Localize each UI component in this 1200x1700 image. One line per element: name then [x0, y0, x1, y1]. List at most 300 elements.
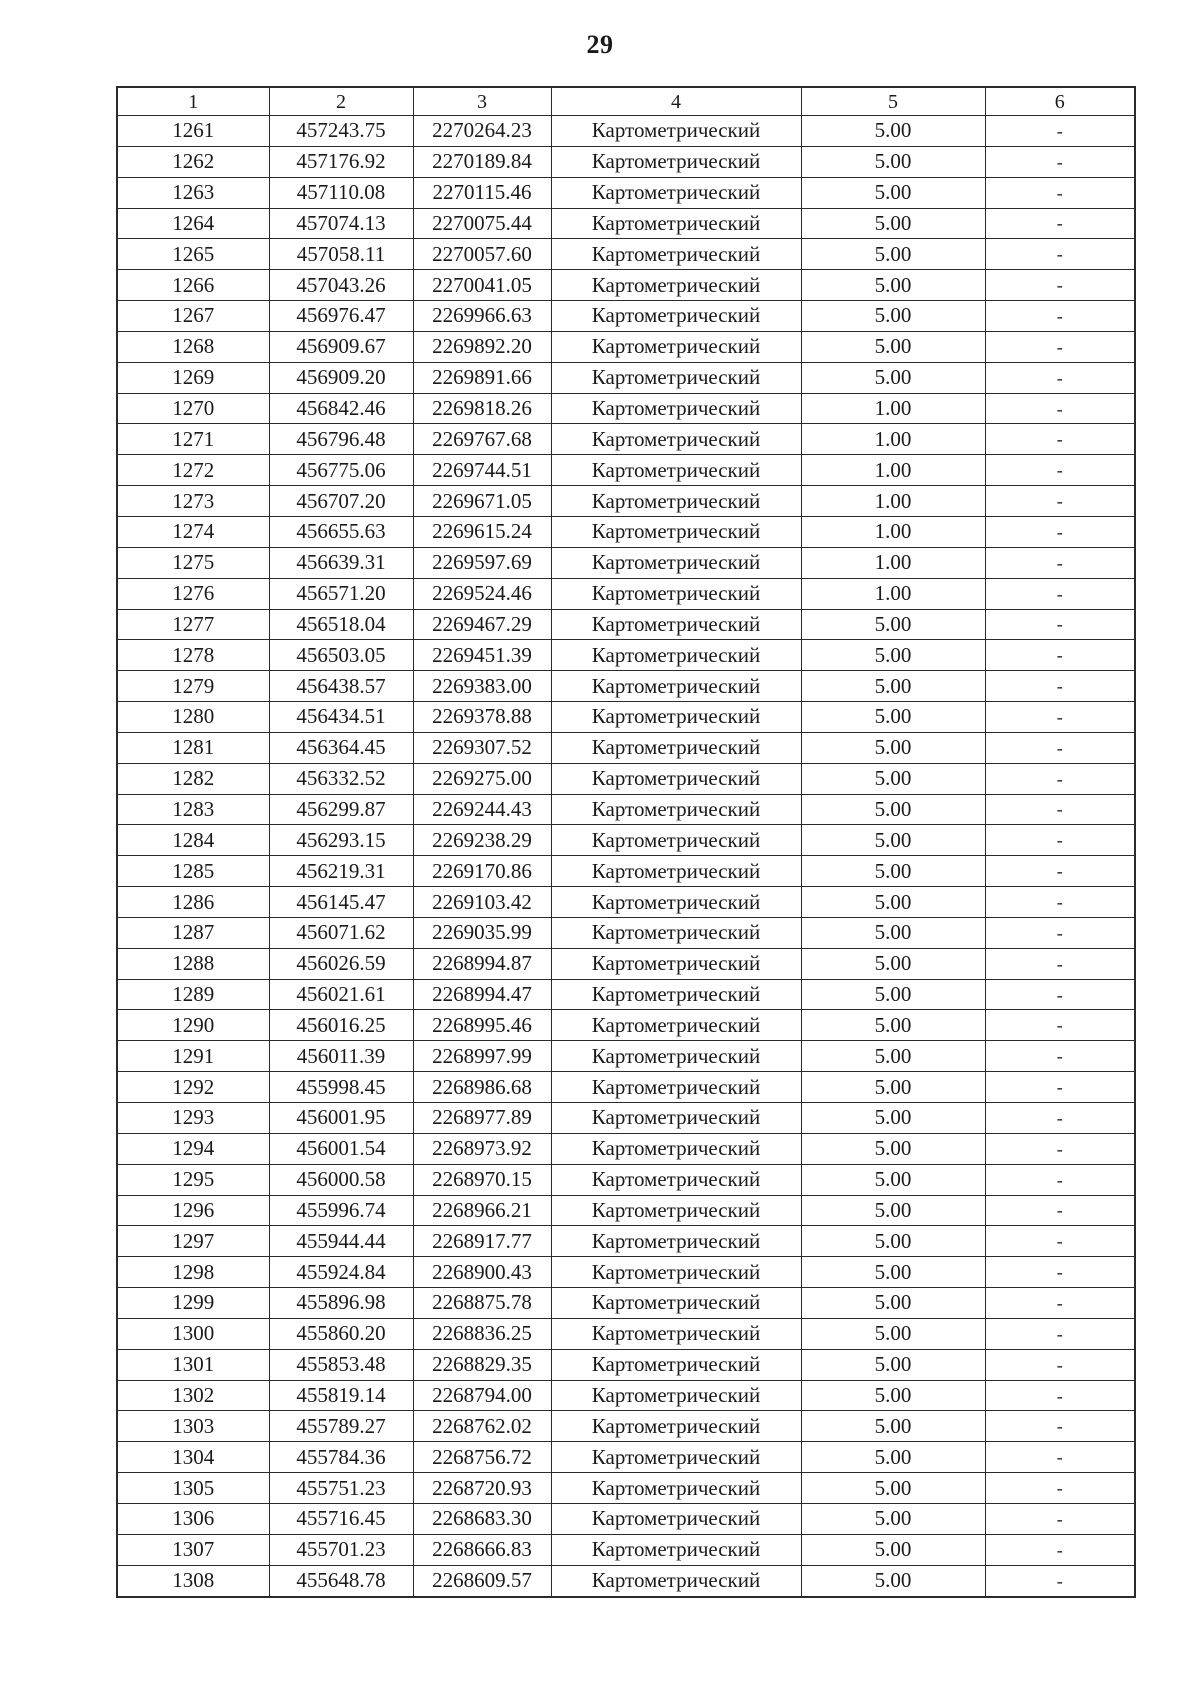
- method-cell: Картометрический: [551, 732, 801, 763]
- table-row: [117, 1103, 1135, 1134]
- y-coordinate-cell: 2268720.93: [413, 1473, 551, 1504]
- y-coordinate-cell: 2268970.15: [413, 1164, 551, 1195]
- accuracy-cell: 1.00: [801, 547, 985, 578]
- x-coordinate-cell: 455896.98: [269, 1288, 413, 1319]
- column-header-6: 6: [985, 87, 1135, 116]
- column-header-1: 1: [117, 87, 269, 116]
- y-coordinate-cell: 2269378.88: [413, 702, 551, 733]
- x-coordinate-cell: 457074.13: [269, 208, 413, 239]
- x-coordinate-cell: 457176.92: [269, 146, 413, 177]
- table-header-row: [117, 87, 1135, 116]
- method-cell: Картометрический: [551, 1041, 801, 1072]
- method-cell: Картометрический: [551, 1103, 801, 1134]
- x-coordinate-cell: 456299.87: [269, 794, 413, 825]
- method-cell: Картометрический: [551, 1072, 801, 1103]
- y-coordinate-cell: 2268836.25: [413, 1318, 551, 1349]
- table-row: [117, 1257, 1135, 1288]
- point-number-cell: 1265: [117, 239, 269, 270]
- x-coordinate-cell: 456364.45: [269, 732, 413, 763]
- x-coordinate-cell: 456293.15: [269, 825, 413, 856]
- accuracy-cell: 5.00: [801, 1534, 985, 1565]
- accuracy-cell: 1.00: [801, 516, 985, 547]
- table-row: [117, 1503, 1135, 1534]
- table-row: [117, 763, 1135, 794]
- method-cell: Картометрический: [551, 516, 801, 547]
- note-cell: -: [985, 1318, 1135, 1349]
- method-cell: Картометрический: [551, 1195, 801, 1226]
- x-coordinate-cell: 456071.62: [269, 917, 413, 948]
- note-cell: -: [985, 1473, 1135, 1504]
- table-row: [117, 1442, 1135, 1473]
- table-row: [117, 671, 1135, 702]
- x-coordinate-cell: 455751.23: [269, 1473, 413, 1504]
- table-row: [117, 609, 1135, 640]
- method-cell: Картометрический: [551, 270, 801, 301]
- accuracy-cell: 5.00: [801, 948, 985, 979]
- x-coordinate-cell: 457243.75: [269, 116, 413, 147]
- page-number: 29: [586, 30, 614, 59]
- y-coordinate-cell: 2268683.30: [413, 1503, 551, 1534]
- x-coordinate-cell: 455701.23: [269, 1534, 413, 1565]
- x-coordinate-cell: 456909.20: [269, 362, 413, 393]
- y-coordinate-cell: 2268995.46: [413, 1010, 551, 1041]
- x-coordinate-cell: 455860.20: [269, 1318, 413, 1349]
- accuracy-cell: 5.00: [801, 671, 985, 702]
- method-cell: Картометрический: [551, 794, 801, 825]
- method-cell: Картометрический: [551, 979, 801, 1010]
- note-cell: -: [985, 671, 1135, 702]
- note-cell: -: [985, 516, 1135, 547]
- x-coordinate-cell: 456438.57: [269, 671, 413, 702]
- x-coordinate-cell: 456145.47: [269, 887, 413, 918]
- table-row: [117, 1349, 1135, 1380]
- y-coordinate-cell: 2269615.24: [413, 516, 551, 547]
- method-cell: Картометрический: [551, 1288, 801, 1319]
- point-number-cell: 1269: [117, 362, 269, 393]
- y-coordinate-cell: 2269767.68: [413, 424, 551, 455]
- method-cell: Картометрический: [551, 1411, 801, 1442]
- y-coordinate-cell: 2268994.47: [413, 979, 551, 1010]
- column-header-3: 3: [413, 87, 551, 116]
- method-cell: Картометрический: [551, 239, 801, 270]
- method-cell: Картометрический: [551, 1257, 801, 1288]
- point-number-cell: 1285: [117, 856, 269, 887]
- note-cell: -: [985, 578, 1135, 609]
- note-cell: -: [985, 455, 1135, 486]
- note-cell: -: [985, 301, 1135, 332]
- table-row: [117, 547, 1135, 578]
- method-cell: Картометрический: [551, 1473, 801, 1504]
- y-coordinate-cell: 2269451.39: [413, 640, 551, 671]
- point-number-cell: 1286: [117, 887, 269, 918]
- accuracy-cell: 5.00: [801, 1411, 985, 1442]
- x-coordinate-cell: 457110.08: [269, 177, 413, 208]
- y-coordinate-cell: 2268994.87: [413, 948, 551, 979]
- method-cell: Картометрический: [551, 116, 801, 147]
- note-cell: -: [985, 948, 1135, 979]
- accuracy-cell: 5.00: [801, 1257, 985, 1288]
- y-coordinate-cell: 2270189.84: [413, 146, 551, 177]
- method-cell: Картометрический: [551, 1133, 801, 1164]
- accuracy-cell: 5.00: [801, 1473, 985, 1504]
- note-cell: -: [985, 239, 1135, 270]
- point-number-cell: 1294: [117, 1133, 269, 1164]
- point-number-cell: 1268: [117, 331, 269, 362]
- note-cell: -: [985, 702, 1135, 733]
- accuracy-cell: 5.00: [801, 1565, 985, 1596]
- note-cell: -: [985, 1288, 1135, 1319]
- note-cell: -: [985, 486, 1135, 517]
- table-row: [117, 1195, 1135, 1226]
- column-header-2: 2: [269, 87, 413, 116]
- method-cell: Картометрический: [551, 208, 801, 239]
- note-cell: -: [985, 1226, 1135, 1257]
- x-coordinate-cell: 455853.48: [269, 1349, 413, 1380]
- note-cell: -: [985, 547, 1135, 578]
- point-number-cell: 1298: [117, 1257, 269, 1288]
- accuracy-cell: 5.00: [801, 856, 985, 887]
- method-cell: Картометрический: [551, 1503, 801, 1534]
- point-number-cell: 1293: [117, 1103, 269, 1134]
- point-number-cell: 1281: [117, 732, 269, 763]
- method-cell: Картометрический: [551, 1349, 801, 1380]
- x-coordinate-cell: 455784.36: [269, 1442, 413, 1473]
- point-number-cell: 1261: [117, 116, 269, 147]
- y-coordinate-cell: 2269244.43: [413, 794, 551, 825]
- x-coordinate-cell: 457058.11: [269, 239, 413, 270]
- point-number-cell: 1288: [117, 948, 269, 979]
- table-row: [117, 825, 1135, 856]
- note-cell: -: [985, 1010, 1135, 1041]
- accuracy-cell: 1.00: [801, 393, 985, 424]
- accuracy-cell: 5.00: [801, 979, 985, 1010]
- note-cell: -: [985, 1534, 1135, 1565]
- accuracy-cell: 5.00: [801, 794, 985, 825]
- table-row: [117, 1318, 1135, 1349]
- note-cell: -: [985, 1133, 1135, 1164]
- note-cell: -: [985, 362, 1135, 393]
- table-row: [117, 146, 1135, 177]
- table-row: [117, 301, 1135, 332]
- y-coordinate-cell: 2268977.89: [413, 1103, 551, 1134]
- point-number-cell: 1307: [117, 1534, 269, 1565]
- note-cell: -: [985, 609, 1135, 640]
- note-cell: -: [985, 146, 1135, 177]
- y-coordinate-cell: 2269818.26: [413, 393, 551, 424]
- point-number-cell: 1302: [117, 1380, 269, 1411]
- accuracy-cell: 5.00: [801, 362, 985, 393]
- accuracy-cell: 5.00: [801, 640, 985, 671]
- point-number-cell: 1296: [117, 1195, 269, 1226]
- note-cell: -: [985, 794, 1135, 825]
- method-cell: Картометрический: [551, 424, 801, 455]
- accuracy-cell: 5.00: [801, 1103, 985, 1134]
- accuracy-cell: 5.00: [801, 1349, 985, 1380]
- table-row: [117, 1380, 1135, 1411]
- y-coordinate-cell: 2269744.51: [413, 455, 551, 486]
- method-cell: Картометрический: [551, 702, 801, 733]
- note-cell: -: [985, 825, 1135, 856]
- point-number-cell: 1295: [117, 1164, 269, 1195]
- y-coordinate-cell: 2269891.66: [413, 362, 551, 393]
- table-row: [117, 640, 1135, 671]
- note-cell: -: [985, 917, 1135, 948]
- point-number-cell: 1290: [117, 1010, 269, 1041]
- table-row: [117, 732, 1135, 763]
- note-cell: -: [985, 424, 1135, 455]
- coordinates-table: [116, 86, 1136, 1598]
- accuracy-cell: 5.00: [801, 917, 985, 948]
- method-cell: Картометрический: [551, 1442, 801, 1473]
- point-number-cell: 1282: [117, 763, 269, 794]
- point-number-cell: 1266: [117, 270, 269, 301]
- x-coordinate-cell: 455924.84: [269, 1257, 413, 1288]
- accuracy-cell: 5.00: [801, 763, 985, 794]
- table-row: [117, 794, 1135, 825]
- method-cell: Картометрический: [551, 640, 801, 671]
- method-cell: Картометрический: [551, 1010, 801, 1041]
- table-row: [117, 362, 1135, 393]
- accuracy-cell: 5.00: [801, 702, 985, 733]
- note-cell: -: [985, 640, 1135, 671]
- table-row: [117, 486, 1135, 517]
- note-cell: -: [985, 270, 1135, 301]
- table-row: [117, 917, 1135, 948]
- point-number-cell: 1300: [117, 1318, 269, 1349]
- y-coordinate-cell: 2268875.78: [413, 1288, 551, 1319]
- table-row: [117, 116, 1135, 147]
- note-cell: -: [985, 331, 1135, 362]
- x-coordinate-cell: 456016.25: [269, 1010, 413, 1041]
- table-row: [117, 393, 1135, 424]
- point-number-cell: 1306: [117, 1503, 269, 1534]
- accuracy-cell: 5.00: [801, 208, 985, 239]
- accuracy-cell: 5.00: [801, 301, 985, 332]
- point-number-cell: 1299: [117, 1288, 269, 1319]
- accuracy-cell: 5.00: [801, 331, 985, 362]
- method-cell: Картометрический: [551, 177, 801, 208]
- table-row: [117, 856, 1135, 887]
- table-row: [117, 1534, 1135, 1565]
- accuracy-cell: 1.00: [801, 486, 985, 517]
- table-row: [117, 1288, 1135, 1319]
- method-cell: Картометрический: [551, 887, 801, 918]
- y-coordinate-cell: 2269966.63: [413, 301, 551, 332]
- point-number-cell: 1292: [117, 1072, 269, 1103]
- point-number-cell: 1262: [117, 146, 269, 177]
- table-row: [117, 208, 1135, 239]
- y-coordinate-cell: 2268973.92: [413, 1133, 551, 1164]
- accuracy-cell: 5.00: [801, 825, 985, 856]
- note-cell: -: [985, 1565, 1135, 1596]
- point-number-cell: 1270: [117, 393, 269, 424]
- y-coordinate-cell: 2270057.60: [413, 239, 551, 270]
- x-coordinate-cell: 456909.67: [269, 331, 413, 362]
- table-row: [117, 1041, 1135, 1072]
- note-cell: -: [985, 979, 1135, 1010]
- y-coordinate-cell: 2268609.57: [413, 1565, 551, 1596]
- accuracy-cell: 5.00: [801, 1041, 985, 1072]
- accuracy-cell: 5.00: [801, 887, 985, 918]
- y-coordinate-cell: 2268986.68: [413, 1072, 551, 1103]
- point-number-cell: 1272: [117, 455, 269, 486]
- x-coordinate-cell: 455944.44: [269, 1226, 413, 1257]
- accuracy-cell: 5.00: [801, 1288, 985, 1319]
- note-cell: -: [985, 1411, 1135, 1442]
- point-number-cell: 1287: [117, 917, 269, 948]
- point-number-cell: 1284: [117, 825, 269, 856]
- method-cell: Картометрический: [551, 146, 801, 177]
- y-coordinate-cell: 2268900.43: [413, 1257, 551, 1288]
- point-number-cell: 1291: [117, 1041, 269, 1072]
- method-cell: Картометрический: [551, 362, 801, 393]
- point-number-cell: 1267: [117, 301, 269, 332]
- accuracy-cell: 5.00: [801, 1164, 985, 1195]
- accuracy-cell: 5.00: [801, 239, 985, 270]
- note-cell: -: [985, 732, 1135, 763]
- point-number-cell: 1271: [117, 424, 269, 455]
- y-coordinate-cell: 2268756.72: [413, 1442, 551, 1473]
- point-number-cell: 1278: [117, 640, 269, 671]
- method-cell: Картометрический: [551, 393, 801, 424]
- note-cell: -: [985, 887, 1135, 918]
- x-coordinate-cell: 456011.39: [269, 1041, 413, 1072]
- table-row: [117, 424, 1135, 455]
- y-coordinate-cell: 2269467.29: [413, 609, 551, 640]
- accuracy-cell: 5.00: [801, 146, 985, 177]
- point-number-cell: 1303: [117, 1411, 269, 1442]
- note-cell: -: [985, 1103, 1135, 1134]
- note-cell: -: [985, 1041, 1135, 1072]
- point-number-cell: 1264: [117, 208, 269, 239]
- x-coordinate-cell: 456976.47: [269, 301, 413, 332]
- x-coordinate-cell: 456001.95: [269, 1103, 413, 1134]
- accuracy-cell: 5.00: [801, 609, 985, 640]
- point-number-cell: 1289: [117, 979, 269, 1010]
- table-row: [117, 1133, 1135, 1164]
- method-cell: Картометрический: [551, 1380, 801, 1411]
- y-coordinate-cell: 2270115.46: [413, 177, 551, 208]
- table-row: [117, 1473, 1135, 1504]
- point-number-cell: 1274: [117, 516, 269, 547]
- point-number-cell: 1301: [117, 1349, 269, 1380]
- accuracy-cell: 5.00: [801, 1380, 985, 1411]
- y-coordinate-cell: 2269035.99: [413, 917, 551, 948]
- y-coordinate-cell: 2269892.20: [413, 331, 551, 362]
- method-cell: Картометрический: [551, 455, 801, 486]
- note-cell: -: [985, 1072, 1135, 1103]
- column-header-5: 5: [801, 87, 985, 116]
- x-coordinate-cell: 455789.27: [269, 1411, 413, 1442]
- accuracy-cell: 5.00: [801, 1503, 985, 1534]
- table-body: [117, 116, 1135, 1597]
- x-coordinate-cell: 455648.78: [269, 1565, 413, 1596]
- x-coordinate-cell: 456503.05: [269, 640, 413, 671]
- note-cell: -: [985, 1164, 1135, 1195]
- x-coordinate-cell: 455716.45: [269, 1503, 413, 1534]
- table-row: [117, 516, 1135, 547]
- y-coordinate-cell: 2269383.00: [413, 671, 551, 702]
- y-coordinate-cell: 2268762.02: [413, 1411, 551, 1442]
- note-cell: -: [985, 393, 1135, 424]
- table-row: [117, 948, 1135, 979]
- method-cell: Картометрический: [551, 917, 801, 948]
- method-cell: Картометрический: [551, 825, 801, 856]
- x-coordinate-cell: 457043.26: [269, 270, 413, 301]
- table-row: [117, 455, 1135, 486]
- table-row: [117, 270, 1135, 301]
- x-coordinate-cell: 456842.46: [269, 393, 413, 424]
- x-coordinate-cell: 455819.14: [269, 1380, 413, 1411]
- method-cell: Картометрический: [551, 1318, 801, 1349]
- accuracy-cell: 1.00: [801, 578, 985, 609]
- table-row: [117, 331, 1135, 362]
- method-cell: Картометрический: [551, 331, 801, 362]
- method-cell: Картометрический: [551, 301, 801, 332]
- point-number-cell: 1280: [117, 702, 269, 733]
- y-coordinate-cell: 2268666.83: [413, 1534, 551, 1565]
- y-coordinate-cell: 2269238.29: [413, 825, 551, 856]
- method-cell: Картометрический: [551, 671, 801, 702]
- note-cell: -: [985, 1195, 1135, 1226]
- y-coordinate-cell: 2268966.21: [413, 1195, 551, 1226]
- table-row: [117, 979, 1135, 1010]
- table-row: [117, 1010, 1135, 1041]
- method-cell: Картометрический: [551, 1164, 801, 1195]
- y-coordinate-cell: 2270075.44: [413, 208, 551, 239]
- accuracy-cell: 5.00: [801, 1133, 985, 1164]
- y-coordinate-cell: 2269597.69: [413, 547, 551, 578]
- note-cell: -: [985, 1349, 1135, 1380]
- table-row: [117, 1411, 1135, 1442]
- table-row: [117, 1565, 1135, 1596]
- column-header-4: 4: [551, 87, 801, 116]
- method-cell: Картометрический: [551, 763, 801, 794]
- y-coordinate-cell: 2269170.86: [413, 856, 551, 887]
- x-coordinate-cell: 456434.51: [269, 702, 413, 733]
- y-coordinate-cell: 2268794.00: [413, 1380, 551, 1411]
- x-coordinate-cell: 455998.45: [269, 1072, 413, 1103]
- y-coordinate-cell: 2269275.00: [413, 763, 551, 794]
- method-cell: Картометрический: [551, 547, 801, 578]
- note-cell: -: [985, 856, 1135, 887]
- point-number-cell: 1275: [117, 547, 269, 578]
- y-coordinate-cell: 2270041.05: [413, 270, 551, 301]
- y-coordinate-cell: 2269103.42: [413, 887, 551, 918]
- point-number-cell: 1263: [117, 177, 269, 208]
- method-cell: Картометрический: [551, 948, 801, 979]
- note-cell: -: [985, 1442, 1135, 1473]
- accuracy-cell: 5.00: [801, 116, 985, 147]
- point-number-cell: 1308: [117, 1565, 269, 1596]
- table-row: [117, 1226, 1135, 1257]
- point-number-cell: 1279: [117, 671, 269, 702]
- accuracy-cell: 5.00: [801, 1442, 985, 1473]
- note-cell: -: [985, 116, 1135, 147]
- x-coordinate-cell: 456571.20: [269, 578, 413, 609]
- table-row: [117, 177, 1135, 208]
- y-coordinate-cell: 2270264.23: [413, 116, 551, 147]
- x-coordinate-cell: 456639.31: [269, 547, 413, 578]
- table-row: [117, 239, 1135, 270]
- accuracy-cell: 5.00: [801, 1226, 985, 1257]
- x-coordinate-cell: 456000.58: [269, 1164, 413, 1195]
- method-cell: Картометрический: [551, 486, 801, 517]
- point-number-cell: 1305: [117, 1473, 269, 1504]
- x-coordinate-cell: 456655.63: [269, 516, 413, 547]
- note-cell: -: [985, 208, 1135, 239]
- note-cell: -: [985, 177, 1135, 208]
